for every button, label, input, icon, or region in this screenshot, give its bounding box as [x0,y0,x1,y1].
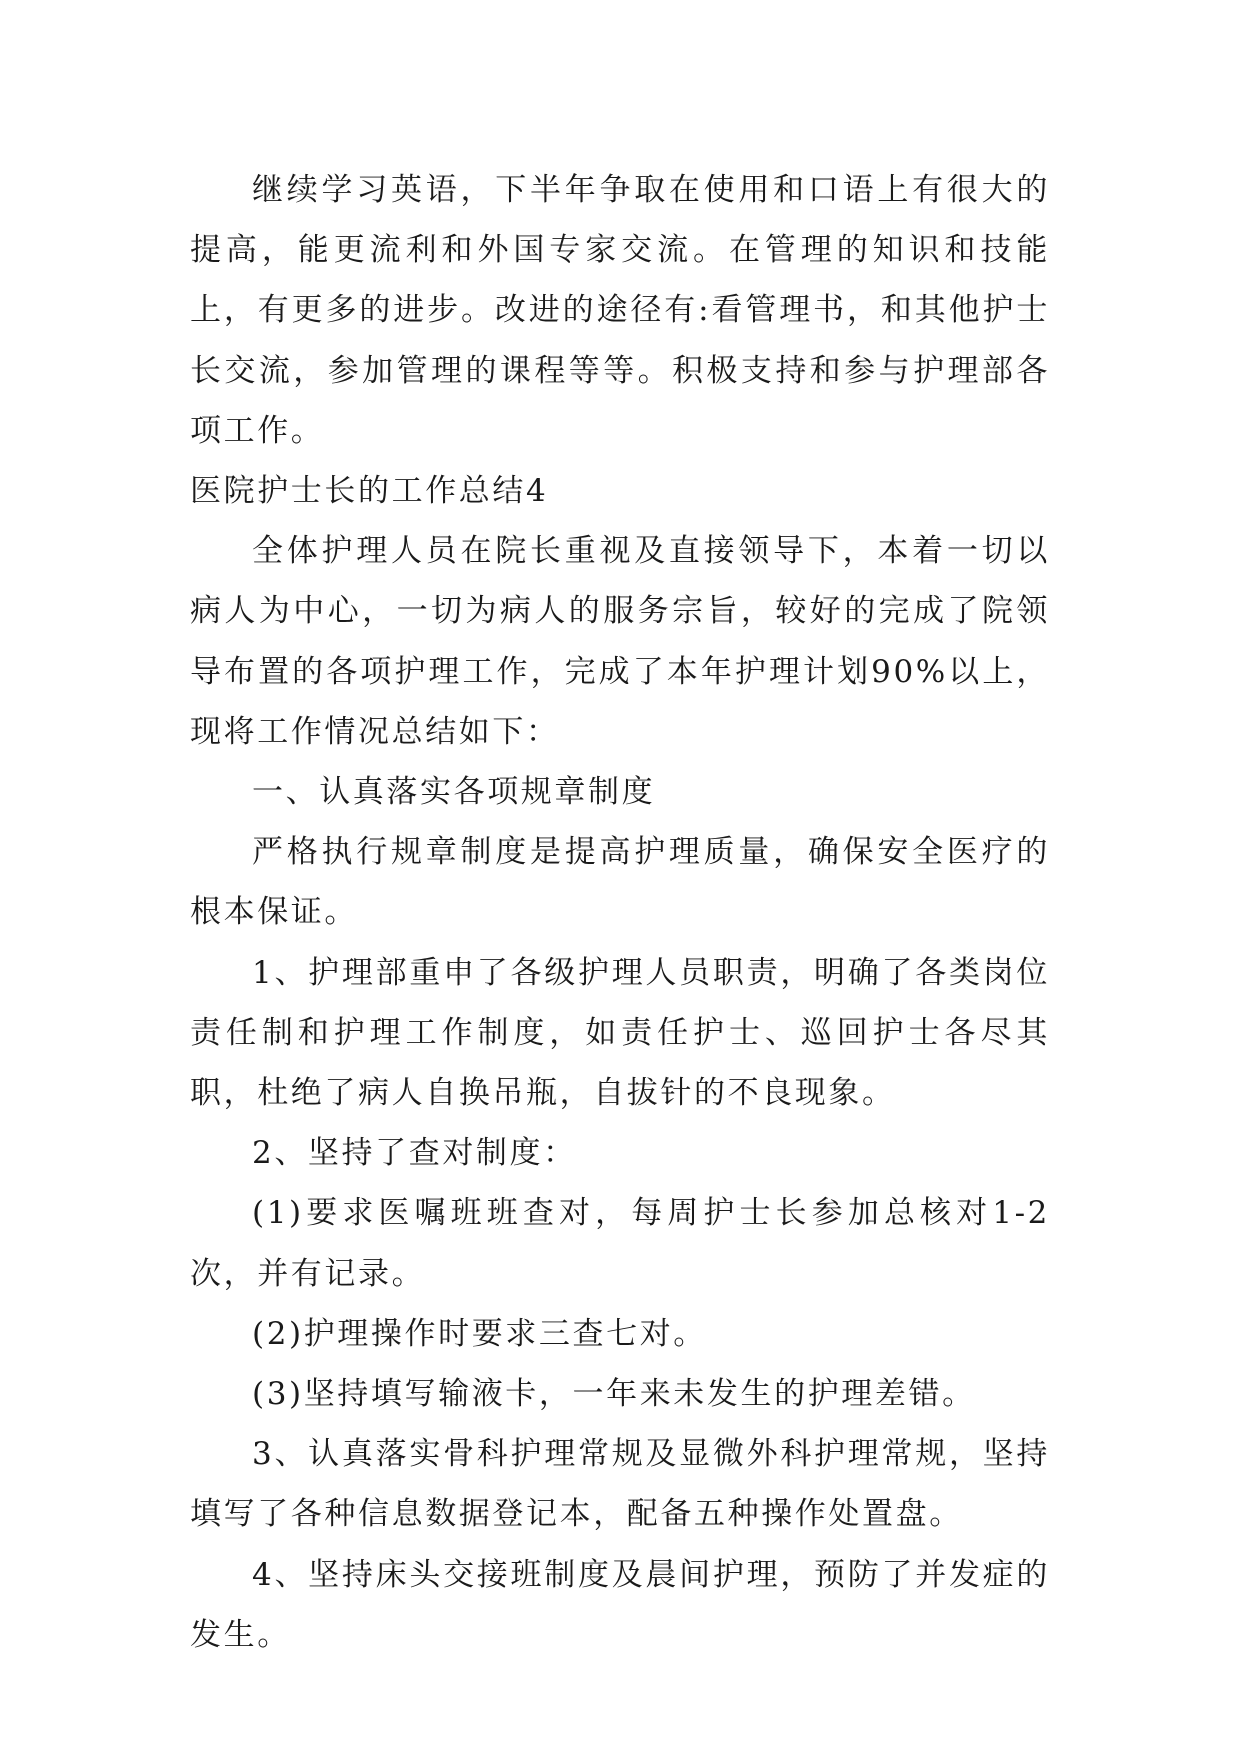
section-heading: 医院护士长的工作总结4 [190,473,549,510]
sub-item-1: (1)要求医嘱班班查对，每周护士长参加总核对1-2次，并有记录。 [190,1195,1050,1292]
sub-item-3: (3)坚持填写输液卡，一年来未发生的护理差错。 [252,1376,976,1413]
document-body [190,160,1050,1665]
subheading-rules: 一、认真落实各项规章制度 [252,774,656,811]
list-item-3: 3、认真落实骨科护理常规及显微外科护理常规，坚持填写了各种信息数据登记本，配备五种操作处置盘。 [190,1436,1050,1533]
paragraph-english-study: 继续学习英语，下半年争取在使用和口语上有很大的提高，能更流利和外国专家交流。在管理的知识和技能上，有更多的进步。改进的途径有:看管理书，和其他护士长交流，参加管理的课程等等。积极支持和参与护理部各项工作。 [190,172,1050,449]
list-item-4: 4、坚持床头交接班制度及晨间护理，预防了并发症的发生。 [190,1556,1050,1653]
paragraph-intro: 全体护理人员在院长重视及直接领导下，本着一切以病人为中心，一切为病人的服务宗旨，较好的完成了院领导布置的各项护理工作，完成了本年护理计划90%以上，现将工作情况总结如下： [190,533,1050,750]
list-item-2: 2、坚持了查对制度： [252,1135,577,1172]
list-item-1: 1、护理部重申了各级护理人员职责，明确了各类岗位责任制和护理工作制度，如责任护士、巡回护士各尽其职，杜绝了病人自换吊瓶，自拔针的不良现象。 [190,954,1050,1112]
sub-item-2: (2)护理操作时要求三查七对。 [252,1315,707,1352]
paragraph-rules: 严格执行规章制度是提高护理质量，确保安全医疗的根本保证。 [190,834,1050,931]
